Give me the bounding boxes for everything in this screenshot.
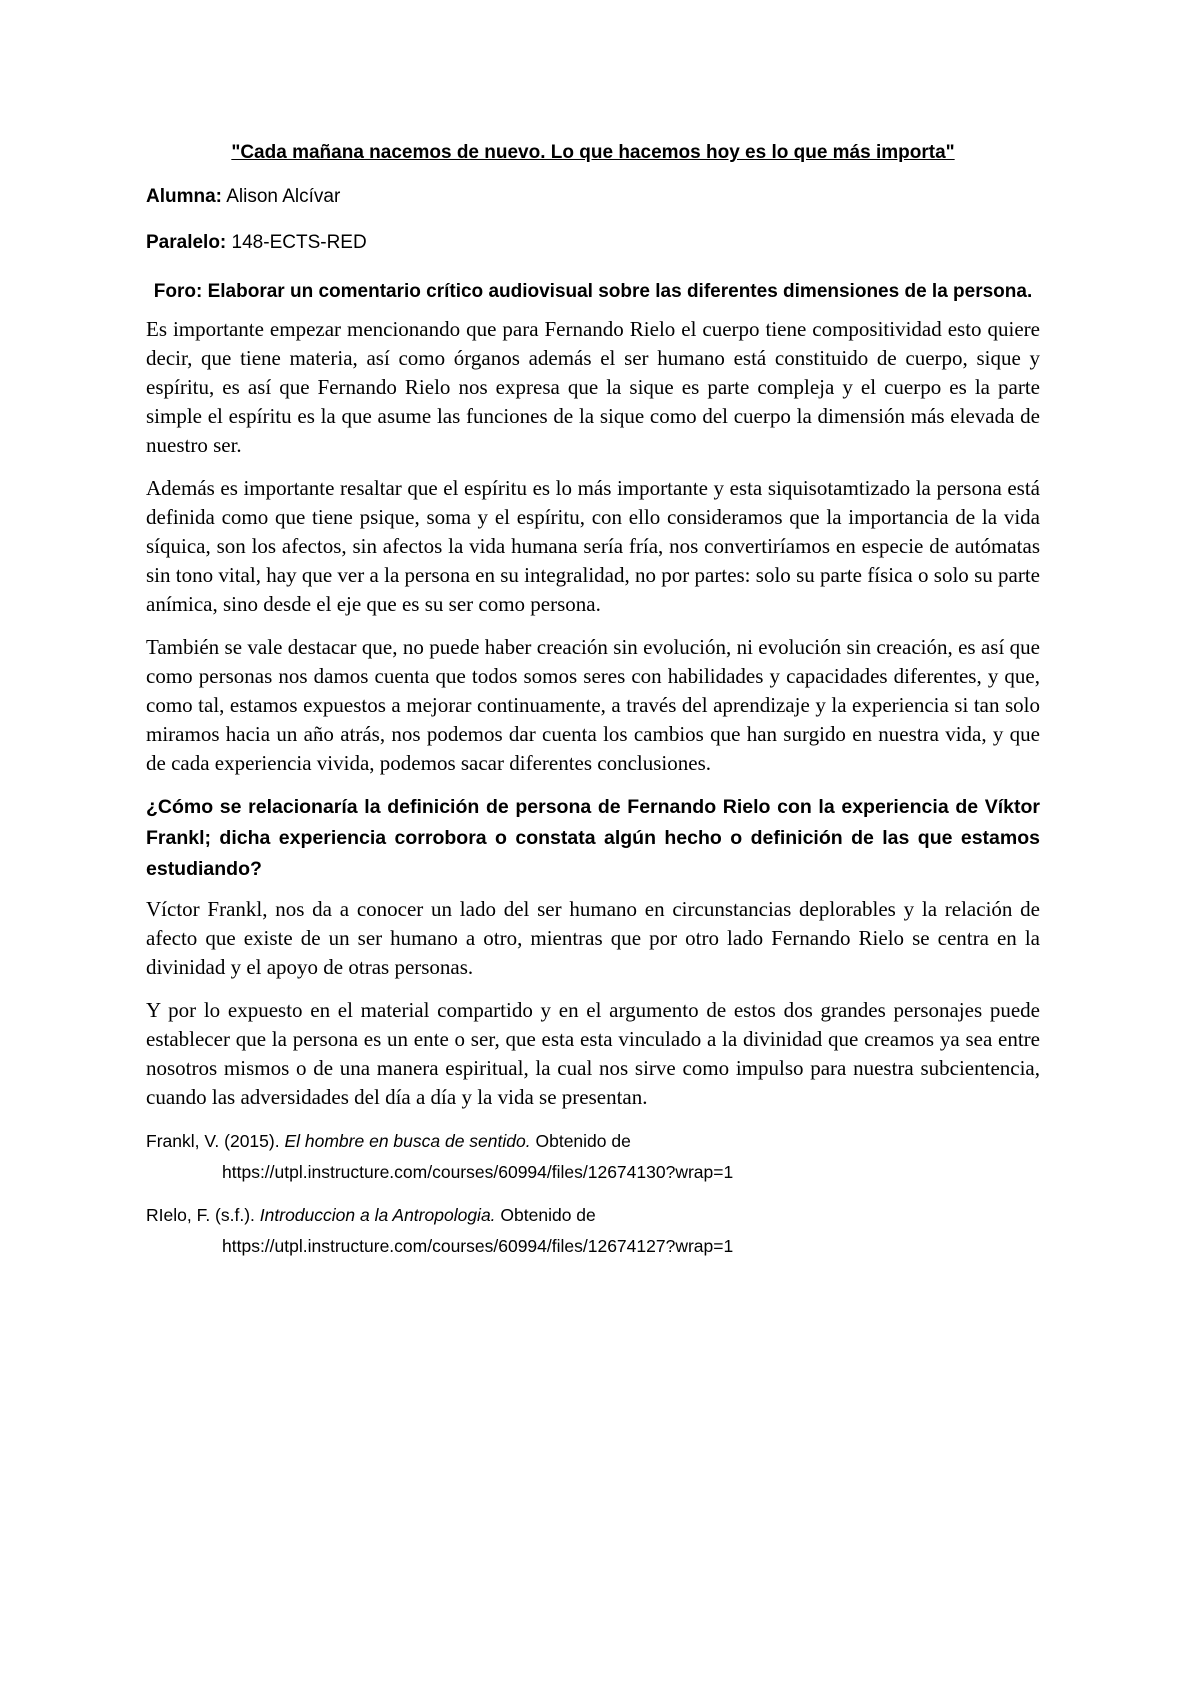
- reference-author: RIelo, F. (s.f.).: [146, 1205, 255, 1225]
- body-paragraph: Además es importante resaltar que el espíritu es lo más importante y esta siquisotamtizado la persona está definida como que tiene psique, soma y el espíritu, con ello consideramos que la importancia de la vida síquica, son los afectos, sin afectos la vida humana sería fría, nos convertiríamos en especie de autómatas sin tono vital, hay que ver a la persona en su integralidad, no por partes: solo su parte física o solo su parte anímica, sino desde el eje que es su ser como persona.: [146, 476, 1040, 616]
- student-line: [146, 184, 1040, 210]
- forum-text: Elaborar un comentario crítico audiovisual sobre las diferentes dimensiones de la persona.: [207, 281, 1033, 302]
- reference-title: El hombre en busca de sentido.: [284, 1131, 531, 1151]
- body-paragraph: Es importante empezar mencionando que para Fernando Rielo el cuerpo tiene compositividad esto quiere decir, que tiene materia, así como órganos además el ser humano está constituido de cuerpo, sique y espíritu, es así que Fernando Rielo nos expresa que la sique es parte compleja y el cuerpo es la parte simple el espíritu es la que asume las funciones de la sique como del cuerpo la dimensión más elevada de nuestro ser.: [146, 317, 1040, 457]
- student-label: Alumna:: [146, 186, 222, 207]
- reference-author: Frankl, V. (2015).: [146, 1131, 280, 1151]
- reference-item: [146, 1126, 1040, 1188]
- body-paragraph: También se vale destacar que, no puede haber creación sin evolución, ni evolución sin creación, es así que como personas nos damos cuenta que todos somos seres con habilidades y capacidades diferentes, y que, como tal, estamos expuestos a mejorar continuamente, a través del aprendizaje y la experiencia si tan solo miramos hacia un año atrás, nos podemos dar cuenta los cambios que han surgido en nuestra vida, y que de cada experiencia vivida, podemos sacar diferentes conclusiones.: [146, 635, 1040, 775]
- student-name: Alison Alcívar: [226, 186, 341, 207]
- document-content: [146, 140, 1040, 1268]
- reference-url: https://utpl.instructure.com/courses/60994/files/12674127?wrap=1: [222, 1236, 734, 1256]
- answer-paragraph: Y por lo expuesto en el material compartido y en el argumento de estos dos grandes personajes puede establecer que la persona es un ente o ser, que esta esta vinculado a la divinidad que creamos ya sea entre nosotros mismos o de una manera espiritual, la cual nos sirve como impulso para nuestra subcientencia, cuando las adversidades del día a día y la vida se presentan.: [146, 998, 1040, 1109]
- page-title: "Cada mañana nacemos de nuevo. Lo que hacemos hoy es lo que más importa": [231, 142, 955, 163]
- question-heading: ¿Cómo se relacionaría la definición de persona de Fernando Rielo con la experiencia de Víktor Frankl; dicha experiencia corrobora o constata algún hecho o definición de las que estamos estudiando?: [146, 796, 1040, 880]
- reference-obtained: Obtenido de: [535, 1131, 631, 1151]
- forum-label: Foro:: [153, 281, 203, 302]
- reference-title: Introduccion a la Antropologia.: [259, 1205, 496, 1225]
- reference-item: [146, 1200, 1040, 1262]
- forum-heading: [146, 276, 1040, 307]
- reference-obtained: Obtenido de: [500, 1205, 596, 1225]
- answer-paragraph: Víctor Frankl, nos da a conocer un lado del ser humano en circunstancias deplorables y la relación de afecto que existe de un ser humano a otro, mientras que por otro lado Fernando Rielo se centra en la divinidad y el apoyo de otras personas.: [146, 897, 1040, 979]
- section-label: Paralelo:: [146, 232, 227, 253]
- reference-url: https://utpl.instructure.com/courses/60994/files/12674130?wrap=1: [222, 1162, 734, 1182]
- section-value: 148-ECTS-RED: [231, 232, 367, 253]
- section-line: [146, 230, 1040, 256]
